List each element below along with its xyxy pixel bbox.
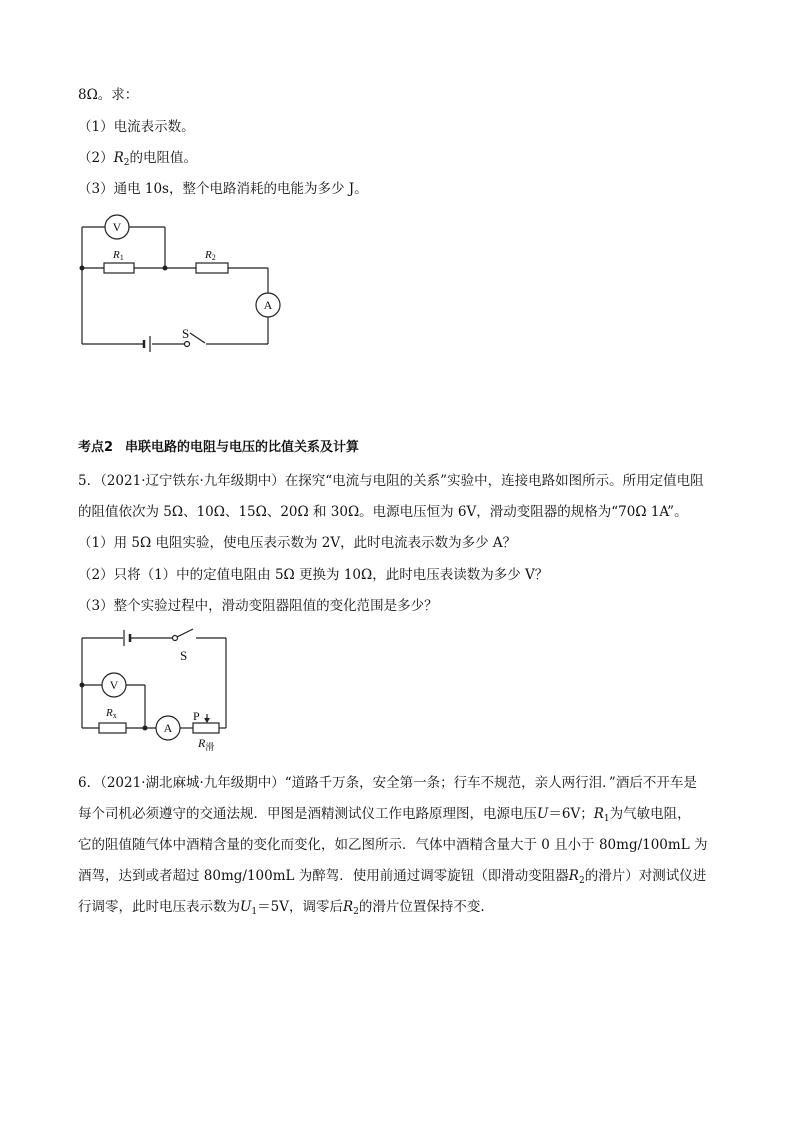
q4-ammeter-label: A [263, 298, 273, 312]
q5-line2: 的阻值依次为 5Ω、10Ω、15Ω、20Ω 和 30Ω。电源电压恒为 6V，滑动变阻器的规格为“70Ω 1A”。 [78, 504, 688, 520]
q5-line1: 5．（2021·辽宁铁东·九年级期中）在探究“电流与电阻的关系”实验中，连接电路如图所示。所用定值电阻 [78, 473, 704, 489]
q6-line1: 6．（2021·湖北麻城·九年级期中）“道路千万条，安全第一条；行车不规范，亲人两行泪．”酒后不开车是 [78, 775, 697, 791]
q4-switch-label: S [182, 326, 190, 341]
section-heading: 考点2 串联电路的电阻与电压的比值关系及计算 [78, 440, 360, 455]
q4-intro: 8Ω。求： [78, 87, 139, 103]
q5-rheostat-label: $R_滑$ [198, 736, 215, 753]
q6-line2: 每个司机必须遵守的交通法规．甲图是酒精测试仪工作电路原理图，电源电压U＝6V；$R_1$为气敏电阻， [78, 806, 691, 824]
q6-line4: 酒驾，达到或者超过 80mg/100mL 为醉驾．使用前通过调零旋钮（即滑动变阻器$R_2$的滑片）对测试仪进 [78, 868, 707, 886]
q5-switch-label: S [180, 648, 188, 663]
q5-part2: （2）只将（1）中的定值电阻由 5Ω 更换为 10Ω，此时电压表读数为多少 V？ [78, 567, 549, 583]
q4-part3: （3）通电 10s，整个电路消耗的电能为多少 J。 [78, 181, 368, 197]
q4-part1: （1）电流表示数。 [78, 119, 195, 135]
q4-r1-label: R1 [113, 249, 124, 262]
q5-part1: （1）用 5Ω 电阻实验，使电压表示数为 2V，此时电流表示数为多少 A？ [78, 535, 517, 551]
q5-rx-symbol [99, 723, 126, 733]
q5-rx-label: Rx [106, 707, 117, 720]
q5-rheostat-symbol [193, 723, 219, 733]
q6-line5: 行调零，此时电压表示数为$U_1=5V$，调零后$R_2$的滑片位置保持不变. [78, 899, 485, 917]
q4-part2: $(2)R_2$的电阻值。 [78, 150, 197, 168]
q4-r2-label: R2 [205, 249, 216, 262]
q5-slider-label: P [193, 709, 200, 723]
q6-line3: 它的阻值随气体中酒精含量的变化而变化，如乙图所示．气体中酒精含量大于 0 且小于 80mg/100mL 为 [78, 837, 708, 853]
q4-voltmeter-label: V [112, 220, 122, 234]
q5-ammeter-label: A [163, 721, 173, 735]
q5-voltmeter-label: V [109, 678, 119, 692]
q5-part3: （3）整个实验过程中，滑动变阻器阻值的变化范围是多少？ [78, 598, 438, 614]
q5-switch-blade [177, 629, 193, 637]
